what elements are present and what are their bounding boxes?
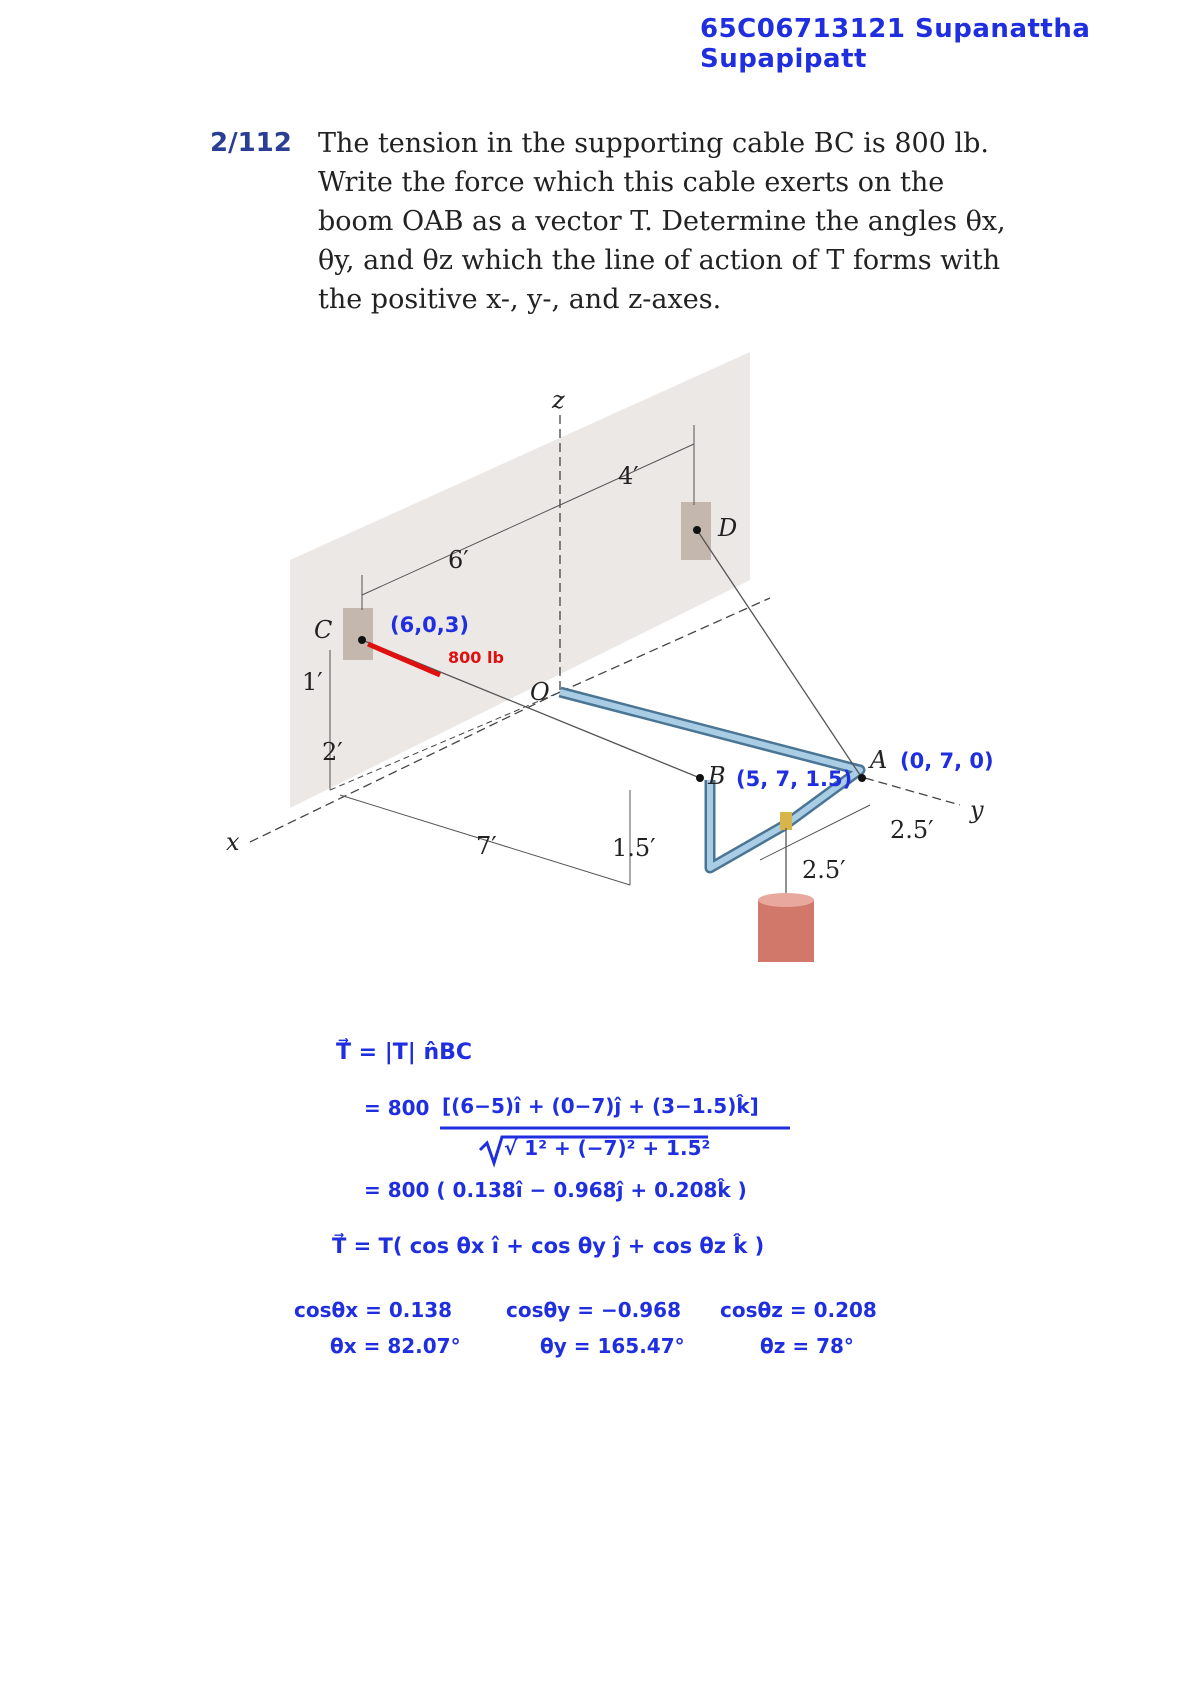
dim-2-label: 2′ xyxy=(322,738,343,766)
point-a-dot xyxy=(858,774,866,782)
point-c-dot xyxy=(358,636,366,644)
theta-z: θz = 78° xyxy=(760,1334,854,1358)
work-line-4: T⃗ = T( cos θx î + cos θy ĵ + cos θz k̂ ) xyxy=(332,1234,765,1258)
dim-1-label: 1′ xyxy=(302,668,323,696)
hanging-weight xyxy=(758,900,814,962)
dim-6-label: 6′ xyxy=(448,546,469,574)
dim-15-label: 1.5′ xyxy=(612,834,656,862)
point-b-dot xyxy=(696,774,704,782)
collar xyxy=(780,812,792,830)
point-b-label: B xyxy=(708,762,726,790)
point-d-dot xyxy=(693,526,701,534)
x-axis-label: x xyxy=(226,828,240,856)
y-axis-label: y xyxy=(970,796,984,824)
dim-25b-label: 2.5′ xyxy=(802,856,846,884)
theta-x: θx = 82.07° xyxy=(330,1334,461,1358)
work-line-2-denominator: √ 1² + (−7)² + 1.5² xyxy=(504,1136,711,1160)
point-d-label: D xyxy=(718,514,738,542)
z-axis-label: z xyxy=(552,386,565,414)
point-a-coordinates: (0, 7, 0) xyxy=(900,749,994,773)
work-line-3: = 800 ( 0.138î − 0.968ĵ + 0.208k̂ ) xyxy=(364,1178,747,1202)
student-name-note: 65C06713121 Supanattha Supapipatt xyxy=(700,14,1091,74)
point-b-coordinates: (5, 7, 1.5) xyxy=(736,767,853,791)
dim-7-label: 7′ xyxy=(476,832,497,860)
work-line-2-prefix: = 800 xyxy=(364,1096,430,1120)
theta-y: θy = 165.47° xyxy=(540,1334,685,1358)
work-line-2-numerator: [(6−5)î + (0−7)ĵ + (3−1.5)k̂] xyxy=(442,1094,759,1118)
force-magnitude-note: 800 lb xyxy=(448,648,504,667)
point-c-coordinates: (6,0,3) xyxy=(390,613,469,637)
cos-theta-z: cosθz = 0.208 xyxy=(720,1298,877,1322)
dim-4-label: 4′ xyxy=(618,462,639,490)
cos-theta-y: cosθy = −0.968 xyxy=(506,1298,681,1322)
bracket-c xyxy=(343,608,373,660)
point-c-label: C xyxy=(314,616,333,644)
cable-ad xyxy=(697,530,862,778)
point-o-label: O xyxy=(530,678,550,706)
problem-text: The tension in the supporting cable BC is 800 lb. Write the force which this cable exerts on the boom OAB as a vector T. Determine the angles θx, θy, and θz which the line of action of T forms with the positive x-, y-, and z-axes. xyxy=(318,128,1006,315)
problem-number: 2/112 xyxy=(210,128,292,158)
work-line-1: T⃗ = |T| n̂BC xyxy=(336,1040,473,1065)
wall-plane xyxy=(290,352,750,808)
dim-25a-label: 2.5′ xyxy=(890,816,934,844)
cos-theta-x: cosθx = 0.138 xyxy=(294,1298,453,1322)
point-a-label: A xyxy=(870,746,888,774)
weight-top xyxy=(758,893,814,907)
y-axis xyxy=(865,778,960,805)
